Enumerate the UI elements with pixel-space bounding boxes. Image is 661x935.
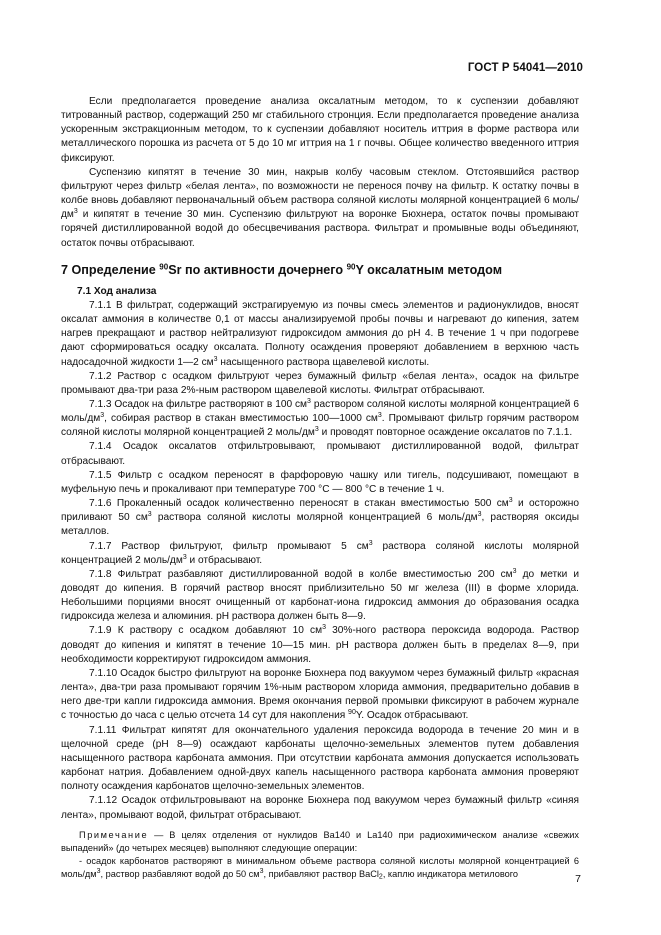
note-paragraph-1: Примечание — В целях отделения от нуклидов Ва140 и La140 при радиохимическом анализе «свежих выпадений» (до четырех месяцев) выполняют следующие операции: bbox=[61, 829, 579, 853]
paragraph-7-1-8: 7.1.8 Фильтрат разбавляют дистиллированной водой в колбе вместимостью 200 $см^3$ до метки и доводят до кипения. В горячий раствор вносят приблизительно 50 мг железа (III) в форме хлорида. Небольшими порциями вносят очищенный от карбонат-иона гидроксид аммония до образования осадка гидроксида железа и алюминия. pH раствора должен быть 8—9. bbox=[61, 568, 579, 623]
paragraph-7-1-1: 7.1.1 В фильтрат, содержащий экстрагируемую из почвы смесь элементов и радионуклидов, вносят оксалат аммония в количестве 0,1 от массы анализируемой пробы почвы и нагревают до кипения, затем нагрев прекращают и раствор нейтрализуют гидроксидом аммония до pH 4. В течение 1 ч при подогреве дают сформироваться осадку оксалата. Полноту осаждения проверяют добавлением в верхнюю часть надосадочной жидкости 1—2 $см^3$ насыщенного раствора щавелевой кислоты. bbox=[61, 299, 579, 368]
paragraph-7-1-6: 7.1.6 Прокаленный осадок количественно переносят в стакан вместимостью 500 $см^3$ и осторожно приливают 50 $см^3$ раствора соляной кислоты молярной концентрацией 6 моль/$дм^3$, растворяя оксиды металлов. bbox=[61, 497, 579, 538]
section-7-title: 7 Определение $^{90}$Sr по активности дочернего $^{90}$Y оксалатным методом bbox=[61, 262, 503, 277]
page-number: 7 bbox=[575, 873, 581, 885]
subsection-7-1-title: 7.1 Ход анализа bbox=[77, 285, 157, 297]
paragraph-7-1-7: 7.1.7 Раствор фильтруют, фильтр промывают 5 $см^3$ раствора соляной кислоты молярной концентрацией 2 моль/$дм^3$ и отбрасывают. bbox=[61, 539, 579, 566]
paragraph-7-1-2: 7.1.2 Раствор с осадком фильтруют через бумажный фильтр «белая лента», осадок на фильтре промывают два-три раза 2%-ным раствором щавелевой кислоты. Фильтрат отбрасывают. bbox=[61, 370, 579, 396]
paragraph-intro-1: Если предполагается проведение анализа оксалатным методом, то к суспензии добавляют титрованный раствор, содержащий 250 мг стабильного стронция. Если предполагается проведение анализа ускоренным экстракционным методом, то к суспензии добавляют носитель иттрия в форме раствора или металлического порошка из расчета от 5 до 10 мг иттрия на 1 г почвы. Общее количество введенного иттрия фиксируют. bbox=[61, 96, 579, 164]
paragraph-7-1-9: 7.1.9 К раствору с осадком добавляют 10 $см^3$ 30%-ного раствора пероксида водорода. Раствор доводят до кипения и кипятят в течение 10—15 мин. pH раствора должен быть в пределах 8—9, при необходимости корректируют гидроксидом аммония. bbox=[61, 624, 579, 665]
note-paragraph-2: - осадок карбонатов растворяют в минимальном объеме раствора соляной кислоты молярной концентрацией 6 моль/$дм^3$, раствор разбавляют водой до 50 $см^3$, прибавляют раствор BaCl$_2$, каплю индикатора метилового bbox=[61, 855, 579, 881]
standard-header: ГОСТ Р 54041—2010 bbox=[467, 62, 583, 74]
note-block bbox=[61, 829, 579, 881]
paragraph-7-1-5: 7.1.5 Фильтр с осадком переносят в фарфоровую чашку или тигель, подсушивают, помещают в муфельную печь и прокаливают при температуре 700 °С — 800 °С в течение 1 ч. bbox=[61, 469, 579, 495]
document-body bbox=[61, 95, 579, 881]
note-label: Примечание bbox=[79, 829, 149, 840]
paragraph-7-1-3: 7.1.3 Осадок на фильтре растворяют в 100 $см^3$ раствором соляной кислоты молярной концентрацией 6 моль/$дм^3$, собирая раствор в стакан вместимостью 100—1000 $см^3$. Промывают фильтр горячим раствором соляной кислоты молярной концентрацией 2 моль/$дм^3$ и проводят повторное осаждение оксалатов по 7.1.1. bbox=[61, 398, 579, 439]
paragraph-intro-2: Суспензию кипятят в течение 30 мин, накрыв колбу часовым стеклом. Отстоявшийся раствор фильтруют через фильтр «белая лента», по возможности не перенося почву на фильтр. К остатку почвы в колбе вновь добавляют первоначальный объем раствора соляной кислоты молярной концентрацией 6 моль/$дм^3$ и кипятят в течение 30 мин. Суспензию фильтруют на воронке Бюхнера, остаток почвы промывают горячей дистиллированной водой до обесцвечивания раствора. Фильтрат и промывные воды объединяют, остаток почвы отбрасывают. bbox=[61, 166, 579, 249]
paragraph-7-1-11: 7.1.11 Фильтрат кипятят для окончательного удаления пероксида водорода в течение 20 мин и в щелочной среде (pH 8—9) осаждают карбонаты щелочно-земельных элементов путем добавления насыщенного раствора карбоната аммония. При отсутствии карбоната аммония допускается использовать карбонат натрия. Добавлением одной-двух капель насыщенного раствора карбоната аммония проверяют полноту осаждения карбонатов щелочно-земельных элементов. bbox=[61, 724, 579, 793]
paragraph-7-1-4: 7.1.4 Осадок оксалатов отфильтровывают, промывают дистиллированной водой, фильтрат отбрасывают. bbox=[61, 441, 579, 467]
paragraph-7-1-10: 7.1.10 Осадок быстро фильтруют на воронке Бюхнера под вакуумом через бумажный фильтр «красная лента», два-три раза промывают горячим 1%-ным раствором хлорида аммония, предварительно добавив в него две-три капли гидроксида аммония. Время окончания первой промывки фиксируют в рабочем журнале с точностью до часа с целью отсчета 14 сут для накопления $^{90}$Y. Осадок отбрасывают. bbox=[61, 667, 579, 722]
paragraph-7-1-12: 7.1.12 Осадок отфильтровывают на воронке Бюхнера под вакуумом через бумажный фильтр «синяя лента», промывают водой, фильтрат отбрасывают. bbox=[61, 795, 579, 821]
